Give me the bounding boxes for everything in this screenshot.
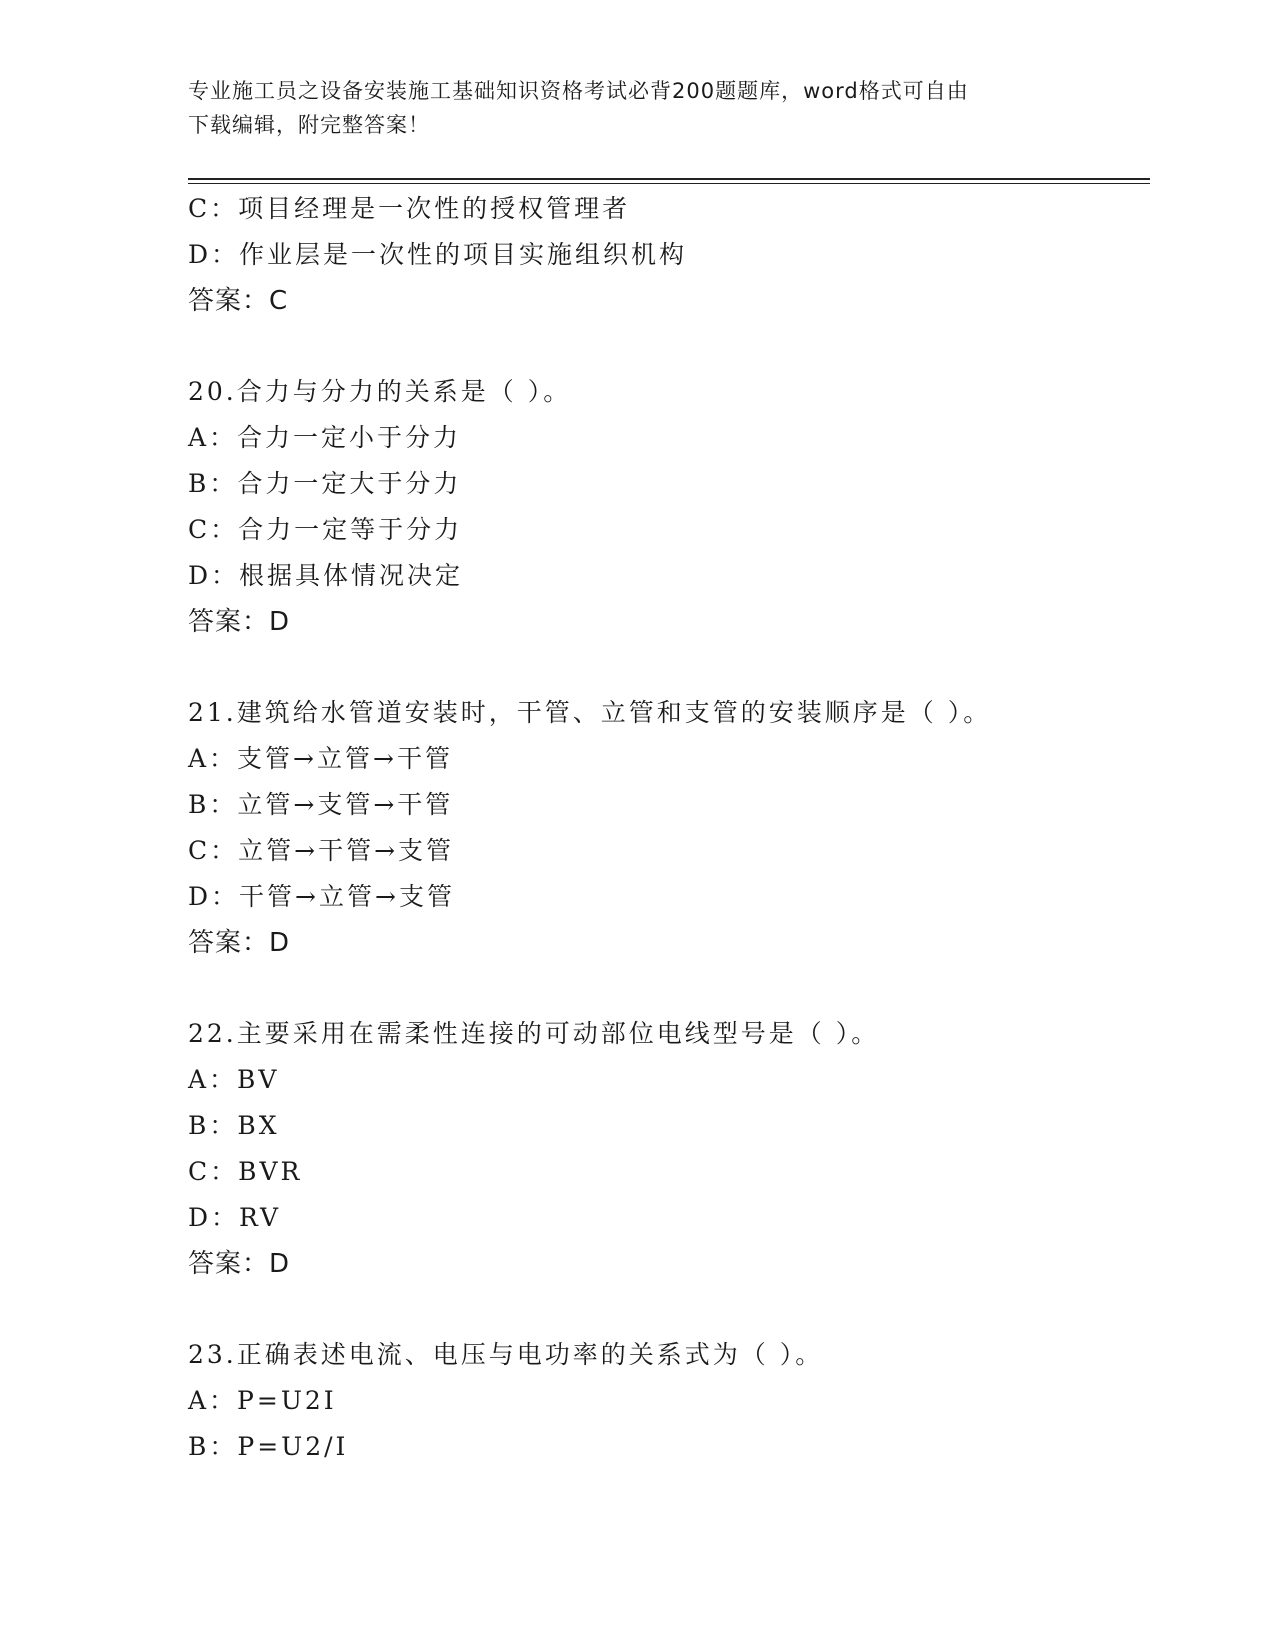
option-d: D：RV	[188, 1203, 282, 1232]
option-a: A：P=U2I	[188, 1386, 337, 1415]
option-c: C：合力一定等于分力	[188, 515, 463, 544]
option-c: C：BVR	[188, 1157, 303, 1186]
option-d: D：干管→立管→支管	[188, 882, 455, 911]
question-22	[188, 1011, 1148, 1287]
answer-line: 答案：C	[188, 286, 289, 316]
option-d: D：作业层是一次性的项目实施组织机构	[188, 240, 688, 269]
question-19-continued	[188, 186, 1148, 324]
answer-line: 答案：D	[188, 928, 291, 958]
header-divider-thin	[188, 183, 1150, 184]
question-20	[188, 369, 1148, 645]
option-b: B：合力一定大于分力	[188, 469, 462, 498]
header-line-2: 下载编辑，附完整答案！	[188, 113, 430, 137]
option-c: C：项目经理是一次性的授权管理者	[188, 194, 631, 223]
answer-line: 答案：D	[188, 607, 291, 637]
option-b: B：P=U2/I	[188, 1432, 349, 1461]
option-c: C：立管→干管→支管	[188, 836, 455, 865]
header-line-1: 专业施工员之设备安装施工基础知识资格考试必背200题题库，word格式可自由	[188, 79, 969, 103]
header-divider-thick	[188, 178, 1150, 180]
question-stem: 23.正确表述电流、电压与电功率的关系式为（ ）。	[188, 1340, 824, 1369]
question-23	[188, 1332, 1148, 1470]
option-b: B：BX	[188, 1111, 280, 1140]
question-list	[188, 186, 1148, 1470]
option-a: A：BV	[188, 1065, 280, 1094]
option-a: A：合力一定小于分力	[188, 423, 462, 452]
question-stem: 20.合力与分力的关系是（ ）。	[188, 377, 572, 406]
document-header	[188, 74, 1068, 142]
option-b: B：立管→支管→干管	[188, 790, 454, 819]
question-21	[188, 690, 1148, 966]
option-a: A：支管→立管→干管	[188, 744, 453, 773]
question-stem: 22.主要采用在需柔性连接的可动部位电线型号是（ ）。	[188, 1019, 880, 1048]
question-stem: 21.建筑给水管道安装时，干管、立管和支管的安装顺序是（ ）。	[188, 698, 992, 727]
option-d: D：根据具体情况决定	[188, 561, 464, 590]
answer-line: 答案：D	[188, 1249, 291, 1279]
